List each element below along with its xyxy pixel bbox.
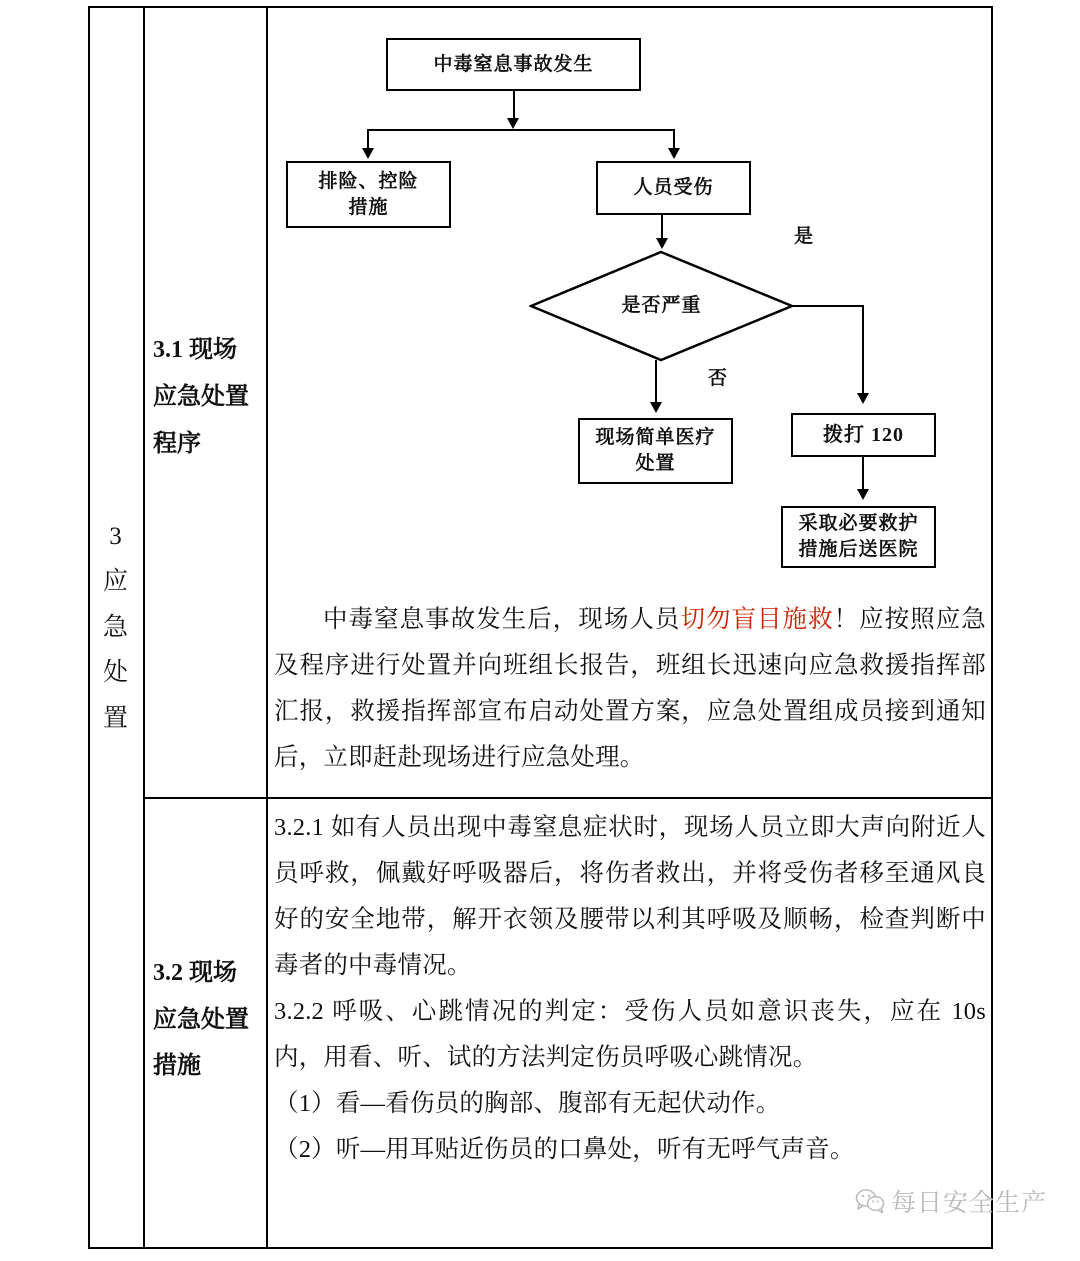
arrowhead-split-left: [362, 148, 374, 159]
main-section-heading: [88, 6, 143, 1249]
section-3-2-paragraph-1: 3.2.2 呼吸、心跳情况的判定：受伤人员如意识丧失，应在 10s 内，用看、听、试的方法判定伤员呼吸心跳情况。: [274, 998, 986, 1071]
flow-node-rescue-then-hospital: [781, 506, 936, 568]
section-3-1-paragraph: [274, 597, 986, 781]
flow-node-call-120: [791, 413, 936, 457]
section-3-2-paragraph-0: 3.2.1 如有人员出现中毒窒息症状时，现场人员立即大声向附近人员呼救，佩戴好呼吸器后，将伤者救出，并将受伤者移至通风良好的安全地带，解开衣领及腰带以利其呼吸及顺畅，检查判断中毒者的中毒情况。: [274, 814, 986, 979]
flow-node-simple-medical-treatment: [578, 418, 733, 484]
flow-node-simple-medical-treatment-label-2: 处置: [635, 453, 676, 474]
arrowhead-injury-to-decision: [656, 238, 668, 249]
flow-node-accident-occurs: [386, 38, 641, 91]
edge-start-down: [513, 91, 515, 121]
main-heading-char-3: 处: [102, 659, 128, 687]
subsection-heading-3-1: [145, 6, 266, 789]
edge-split-bar: [367, 129, 675, 131]
flow-node-person-injured-label: 人员受伤: [633, 177, 714, 199]
paragraph-warning-highlight: 切勿盲目施救: [680, 605, 834, 633]
main-heading-char-1: 应: [102, 568, 128, 596]
section-3-2-content: [268, 791, 993, 1249]
flow-node-control-measures-label-2: 措施: [348, 196, 389, 218]
main-heading-char-0: 3: [109, 522, 122, 550]
branch-label-yes: 是: [794, 226, 814, 247]
flow-node-control-measures: [286, 161, 451, 228]
flow-node-simple-medical-treatment-label-1: 现场简单医疗: [595, 427, 716, 449]
main-heading-char-2: 急: [102, 613, 128, 641]
section-3-2-paragraph-3: （2）听—用耳贴近伤员的口鼻处，听有无呼气声音。: [274, 1136, 855, 1163]
flow-node-rescue-then-hospital-label-1: 采取必要救护: [798, 513, 919, 535]
subsection-heading-3-2: [145, 791, 266, 1249]
arrowhead-call120-to-hospital: [857, 489, 869, 500]
edge-call120-to-hospital: [862, 457, 864, 490]
flow-node-accident-occurs-label: 中毒窒息事故发生: [433, 53, 594, 75]
subsection-3-1-line-0: 3.1 现场: [153, 337, 237, 364]
emergency-response-flowchart: [268, 6, 993, 566]
arrowhead-split-right: [668, 148, 680, 159]
flow-node-decision-is-severe: [529, 250, 794, 362]
watermark-text: 每日安全生产: [891, 1189, 1048, 1217]
edge-split-left: [367, 129, 369, 149]
subsection-3-2-line-2: 措施: [153, 1053, 201, 1080]
main-heading-char-4: 置: [102, 704, 128, 732]
flow-node-person-injured: [596, 161, 751, 215]
branch-label-no: 否: [708, 368, 728, 389]
edge-split-right: [673, 129, 675, 149]
edge-yes-horizontal: [792, 305, 864, 307]
flow-node-rescue-then-hospital-label-2: 措施后送医院: [798, 539, 919, 560]
paragraph-part-1: 中毒窒息事故发生后，现场人员: [323, 605, 681, 633]
subsection-3-1-line-2: 程序: [153, 430, 201, 457]
flow-node-call-120-label: 拨打 120: [823, 423, 904, 446]
section-3-1-content: [268, 6, 993, 789]
arrowhead-start-down: [507, 118, 519, 129]
paragraph-part-2: ！应按照应急及程序进行处置并向班组长报告，班组长迅速向应急救援指挥部汇报，救援指挥部宣布启动处置方案，应急处置组成员接到通知后，立即赶赴现场进行应急处理。: [274, 605, 986, 771]
arrowhead-no-to-simple: [650, 402, 662, 413]
flow-node-decision-label: 是否严重: [621, 295, 702, 316]
edge-no-vertical: [655, 360, 657, 404]
subsection-3-1-line-1: 应急处置: [153, 384, 249, 411]
section-3-2-paragraph-2: （1）看—看伤员的胸部、腹部有无起伏动作。: [274, 1090, 781, 1117]
edge-yes-vertical: [862, 305, 864, 394]
flow-node-control-measures-label-1: 排险、控险: [318, 170, 419, 192]
subsection-3-2-line-1: 应急处置: [153, 1006, 249, 1033]
subsection-3-2-line-0: 3.2 现场: [153, 959, 237, 986]
arrowhead-yes-to-call120: [857, 393, 869, 404]
edge-injury-to-decision: [661, 215, 663, 239]
